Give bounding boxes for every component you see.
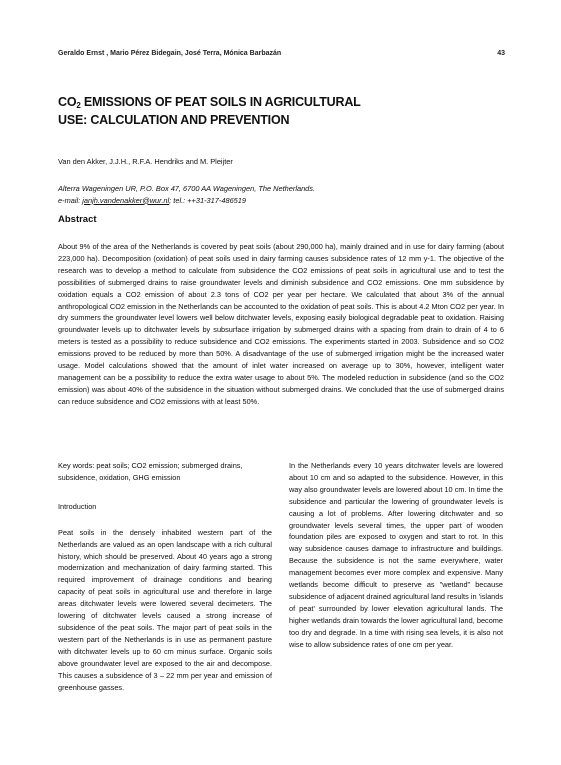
phone: ; tel.: ++31-317-486519 xyxy=(169,195,247,205)
title-subscript: 2 xyxy=(76,101,81,110)
authors: Van den Akker, J.J.H., R.F.A. Hendriks and M. Pleijter xyxy=(58,157,233,166)
abstract-heading: Abstract xyxy=(58,214,97,225)
introduction-heading: Introduction xyxy=(58,501,97,511)
introduction-paragraph: Peat soils in the densely inhabited western part of the Netherlands are valued as an open landscape with a rich cultural history, which should be preserved. About 40 years ago a strong modernization and mechanization of dairy farming started. This required improvement of drainage conditions and bearing capacity of peat soils in agricultural use and therefore in large areas ditchwater levels were lowered several decimeters. The lowering of ditchwater levels caused a strong increase of subsidence of the peat soils. The major part of peat soils in the western part of the Netherlands is in use as permanent pasture with ditchwater levels up to 60 cm minus surface. Organic soils above groundwater level are exposed to the air and decompose. This causes a subsidence of 3 – 22 mm per year and emission of greenhouse gasses. xyxy=(58,527,272,692)
title-line-1-pre: CO xyxy=(58,95,77,109)
title-line-2: USE: CALCULATION AND PREVENTION xyxy=(58,113,290,127)
keywords: Key words: peat soils; CO2 emission; submerged drains, subsidence, oxidation, GHG emission xyxy=(58,461,243,482)
running-head: Geraldo Ernst , Mario Pérez Bidegain, José Terra, Mónica Barbazán xyxy=(58,50,282,57)
email-prefix: e-mail: xyxy=(58,195,83,205)
left-column xyxy=(58,460,272,693)
page-number: 43 xyxy=(497,50,505,57)
right-column-paragraph: In the Netherlands every 10 years ditchwater levels are lowered about 10 cm and so adapted to the subsidence. However, in this way also groundwater levels are lowered about 10 cm. In time the subsidence and particular the lowering of groundwater levels is causing a lot of problems. After lowering ditchwater and so groundwater levels several times, the upper part of wooden foundation piles are exposed to oxygen and start to rot. In this way subsidence causes damage to infrastructure and buildings. Because the subsidence is not the same everywhere, water management becomes ever more complex and expensive. Many wetlands become difficult to preserve as "wetland" because subsidence of adjacent drained agricultural land results in 'islands of peat' surrounded by lower elevation agricultural lands. The higher wetlands drain towards the lower agricultural land, become too dry and degrade. In a time with rising sea levels, it is also not wise to allow subsidence rates of one cm per year. xyxy=(289,461,503,649)
right-column xyxy=(289,460,503,651)
abstract-text: About 9% of the area of the Netherlands is covered by peat soils (about 290,000 ha), mainly drained and in use for dairy farming (about 223,000 ha). Decomposition (oxidation) of peat soils used in dairy farming causes subsidence rates of 12 mm y-1. The objective of the research was to develop a method to calculate from subsidence the CO2 emissions of peat soils in agricultural use and to test the possibilities of submerged drains to raise groundwater levels and diminish subsidence and CO2 emissions. One mm subsidence by oxidation equals a CO2 emission of about 2.3 tons of CO2 per year per hectare. We calculated that about 3% of the annual anthropological CO2 emission in the Netherlands can be accounted to the oxidation of peat soils. This is about 4.2 Mton CO2 per year. In dry summers the groundwater level lowers well below ditchwater levels, exposing easily biological degradable peat to oxidation. Raising groundwater levels up to ditchwater levels by subsurface irrigation by submerged drains with a spacing from drain to drain of 4 to 6 meters is tested as a possibility to reduce subsidence and CO2 emissions. The experiments started in 2003. Subsidence and so CO2 emissions proved to be reduced by more than 50%. A disadvantage of the use of submerged irrigation might be the increased water usage. Model calculations showed that the amount of inlet water increased on average up to 30%, however, intelligent water management can be a possibility to reduce the extra water usage to about 5%. The modeled reduction in subsidence (and so the CO2 emission) was about 40% of the subsidence in the situation without submerged drains. We concluded that the use of submerged drains can reduce subsidence and CO2 emissions with at least 50%. xyxy=(58,242,504,406)
email-link[interactable]: janjh.vandenakker@wur.nl xyxy=(82,195,170,205)
title-line-1-post: EMISSIONS OF PEAT SOILS IN AGRICULTURAL xyxy=(80,95,361,109)
title-line-1 xyxy=(58,95,438,113)
affiliation-address: Alterra Wageningen UR, P.O. Box 47, 6700 AA Wageningen, The Netherlands. xyxy=(58,184,316,193)
affiliation xyxy=(58,183,498,206)
affiliation-contact xyxy=(58,195,498,207)
paper-title xyxy=(58,95,438,127)
